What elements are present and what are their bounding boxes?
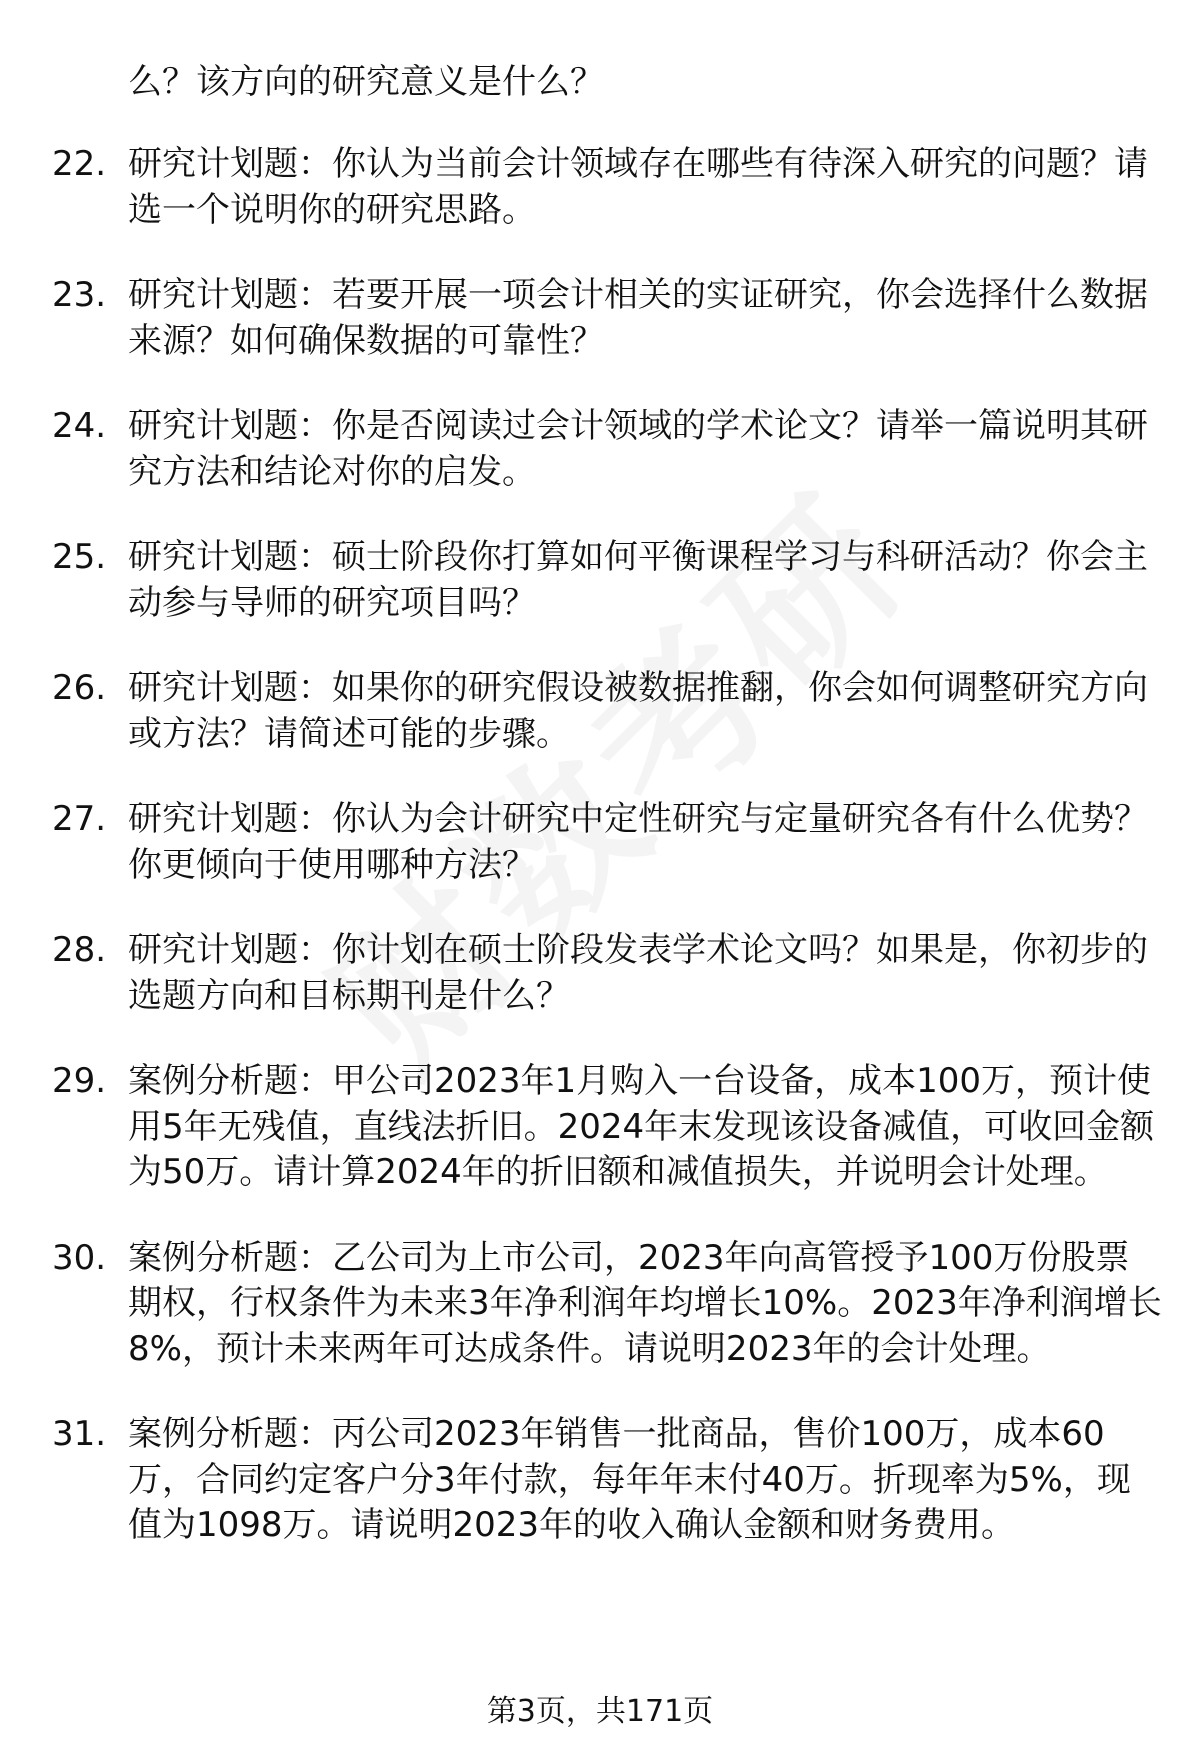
question-text: 研究计划题：若要开展一项会计相关的实证研究，你会选择什么数据来源？如何确保数据的可靠性？ (128, 275, 1148, 361)
question-item (52, 666, 1162, 757)
question-number: 31. (52, 1414, 107, 1454)
question-item (52, 535, 1162, 626)
question-text: 案例分析题：丙公司2023年销售一批商品，售价100万，成本60万，合同约定客户分3年付款，每年年末付40万。折现率为5%，现值为1098万。请说明2023年的收入确认金额和财务费用。 (128, 1414, 1131, 1545)
question-text: 研究计划题：你认为会计研究中定性研究与定量研究各有什么优势？你更倾向于使用哪种方法？ (128, 799, 1148, 885)
question-text: 研究计划题：如果你的研究假设被数据推翻，你会如何调整研究方向或方法？请简述可能的步骤。 (128, 668, 1148, 754)
question-item (52, 928, 1162, 1019)
question-number: 26. (52, 668, 107, 708)
question-item (52, 404, 1162, 495)
question-number: 23. (52, 275, 107, 315)
question-item (52, 273, 1162, 364)
question-list (52, 142, 1162, 1589)
question-item (52, 797, 1162, 888)
question-text: 案例分析题：甲公司2023年1月购入一台设备，成本100万，预计使用5年无残值，直线法折旧。2024年末发现该设备减值，可收回金额为50万。请计算2024年的折旧额和减值损失，并说明会计处理。 (128, 1061, 1155, 1192)
question-number: 29. (52, 1061, 107, 1101)
question-item (52, 1412, 1162, 1549)
question-item (52, 1236, 1162, 1373)
question-item (52, 1059, 1162, 1196)
question-number: 22. (52, 144, 107, 184)
question-text: 研究计划题：你认为当前会计领域存在哪些有待深入研究的问题？请选一个说明你的研究思路。 (128, 144, 1148, 230)
question-number: 30. (52, 1237, 107, 1278)
question-number: 28. (52, 930, 107, 970)
question-number: 25. (52, 537, 107, 577)
page-footer: 第3页，共171页 (486, 1694, 714, 1729)
question-text: 研究计划题：你是否阅读过会计领域的学术论文？请举一篇说明其研究方法和结论对你的启发。 (128, 406, 1148, 492)
question-text: 研究计划题：你计划在硕士阶段发表学术论文吗？如果是，你初步的选题方向和目标期刊是什么？ (128, 930, 1148, 1016)
question-number: 27. (52, 799, 107, 839)
continued-question-text: 么？该方向的研究意义是什么？ (128, 62, 604, 102)
question-item (52, 142, 1162, 233)
question-text: 案例分析题：乙公司为上市公司，2023年向高管授予100万份股票期权，行权条件为未来3年净利润年均增长10%。2023年净利润增长8%，预计未来两年可达成条件。请说明2023年的会计处理。 (128, 1237, 1162, 1369)
question-text: 研究计划题：硕士阶段你打算如何平衡课程学习与科研活动？你会主动参与导师的研究项目吗？ (128, 537, 1148, 623)
question-number: 24. (52, 406, 107, 446)
